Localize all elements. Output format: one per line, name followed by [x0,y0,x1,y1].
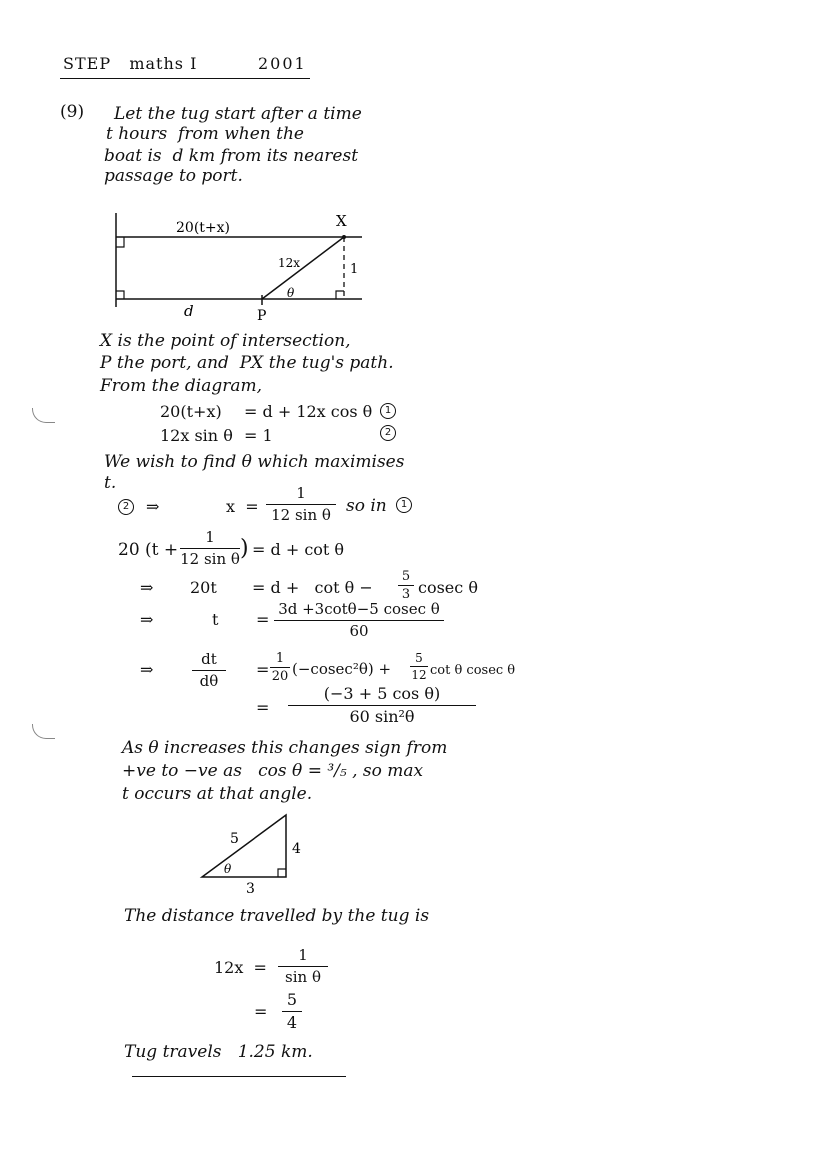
intro-line-3: boat is d km from its nearest [104,146,359,166]
triangle-opp: 4 [292,841,301,857]
sub-tail: so in [346,496,387,516]
deriv-result-fraction [288,686,476,725]
eq1-lhs: 20(t+x) [160,402,222,421]
deriv-c1-num: 1 [275,651,285,666]
deriv-c2-fraction [410,652,428,681]
question-number: (9) [60,102,85,122]
deriv-lhs-den: dθ [199,672,219,690]
wish-line-1: We wish to find θ which maximises [104,452,405,472]
intro-line-2: t hours from when the [106,124,304,144]
conclusion-line-3: t occurs at that angle. [122,784,313,804]
deriv-lhs-num: dt [201,650,217,668]
sub-tail-tag: 1 [396,497,412,513]
step-t-eq: = [256,610,270,629]
final-answer: Tug travels 1.25 km. [124,1042,313,1062]
step-t-implies: ⇒ [140,610,154,629]
distance-den: sin θ [285,968,321,986]
step-20t-rhs-a: = d + cot θ − [252,578,373,597]
diagram-path-label: 12x [278,256,301,270]
step-20t-num: 5 [401,569,411,584]
diagram-angle-label: θ [287,286,295,300]
deriv-c1-den: 20 [271,669,289,684]
step-20t-den: 3 [401,587,411,602]
distance-lhs: 12x = [214,958,267,977]
deriv-c1-fraction [270,652,290,683]
deriv-mid: (−cosec²θ) + [292,660,392,678]
step-20t-implies: ⇒ [140,578,154,597]
deriv-tail: cot θ cosec θ [430,663,516,678]
deriv-result-num: (−3 + 5 cos θ) [323,684,441,703]
distance-fraction-2 [282,992,302,1031]
distance-den2: 4 [286,1013,298,1032]
diagram-point-p: P [257,308,267,324]
geometry-diagram [100,205,380,325]
eq1-tag: 1 [380,403,396,419]
step-t-den: 60 [349,622,369,640]
eq2-tag: 2 [380,425,396,441]
triangle-angle: θ [224,862,232,876]
intro-line-4: passage to port. [104,166,243,186]
expand-rhs: = d + cot θ [252,540,345,559]
distance-num: 1 [298,946,308,964]
sub-tag: 2 [118,499,134,515]
deriv-eq2: = [256,698,270,717]
sub-fraction [266,486,336,523]
explanation-line-2: P the port, and PX the tug's path. [100,353,394,373]
step-20t-lhs: 20t [190,578,217,597]
explanation-line-1: X is the point of intersection, [100,331,351,351]
distance-fraction [278,948,328,985]
diagram-d-label: d [184,302,194,320]
conclusion-line-1: As θ increases this changes sign from [122,738,448,758]
triangle-diagram [190,805,320,895]
final-underline [132,1076,346,1077]
header-underline [60,78,310,79]
diagram-height-label: 1 [350,262,359,277]
eq1-rhs: = d + 12x cos θ [244,402,373,421]
deriv-result-den: 60 sin²θ [349,707,415,726]
deriv-c2-den: 12 [411,668,427,682]
diagram-point-x: X [336,212,347,230]
sub-lhs: x = [226,497,259,516]
step-t-lhs: t [212,610,219,629]
deriv-lhs-fraction [192,652,226,689]
deriv-c2-num: 5 [415,651,423,665]
wish-line-2: t. [104,473,117,493]
sub-num: 1 [296,484,306,502]
step-20t-fraction [398,570,414,601]
distance-eq2: = [254,1002,268,1021]
triangle-hyp: 5 [230,831,239,847]
explanation-line-3: From the diagram, [100,376,263,396]
sub-den: 12 sin θ [271,506,331,524]
header-title: STEP maths I [63,54,198,73]
expand-den: 12 sin θ [180,550,240,568]
expand-num: 1 [205,528,215,546]
deriv-eq: = [256,660,270,679]
distance-num2: 5 [286,990,298,1009]
binder-hole-top [32,408,55,423]
binder-hole-bottom [32,724,55,739]
header-year: 2001 [258,54,307,73]
eq2-rhs: = 1 [244,426,273,445]
step-t-num: 3d +3cotθ−5 cosec θ [278,600,440,618]
conclusion-line-2: +ve to −ve as cos θ = ³/₅ , so max [122,761,424,781]
intro-line-1: Let the tug start after a time [114,104,362,124]
deriv-implies: ⇒ [140,660,154,679]
triangle-adj: 3 [246,881,255,895]
step-20t-rhs-b: cosec θ [418,578,478,597]
step-t-fraction [274,602,444,639]
expand-close: ) [240,536,249,561]
diagram-top-label: 20(t+x) [176,220,230,236]
expand-open: 20 (t + [118,540,179,560]
eq2-lhs: 12x sin θ [160,426,233,445]
sub-implies: ⇒ [146,497,160,516]
distance-sentence: The distance travelled by the tug is [124,906,430,926]
expand-fraction [180,530,240,567]
